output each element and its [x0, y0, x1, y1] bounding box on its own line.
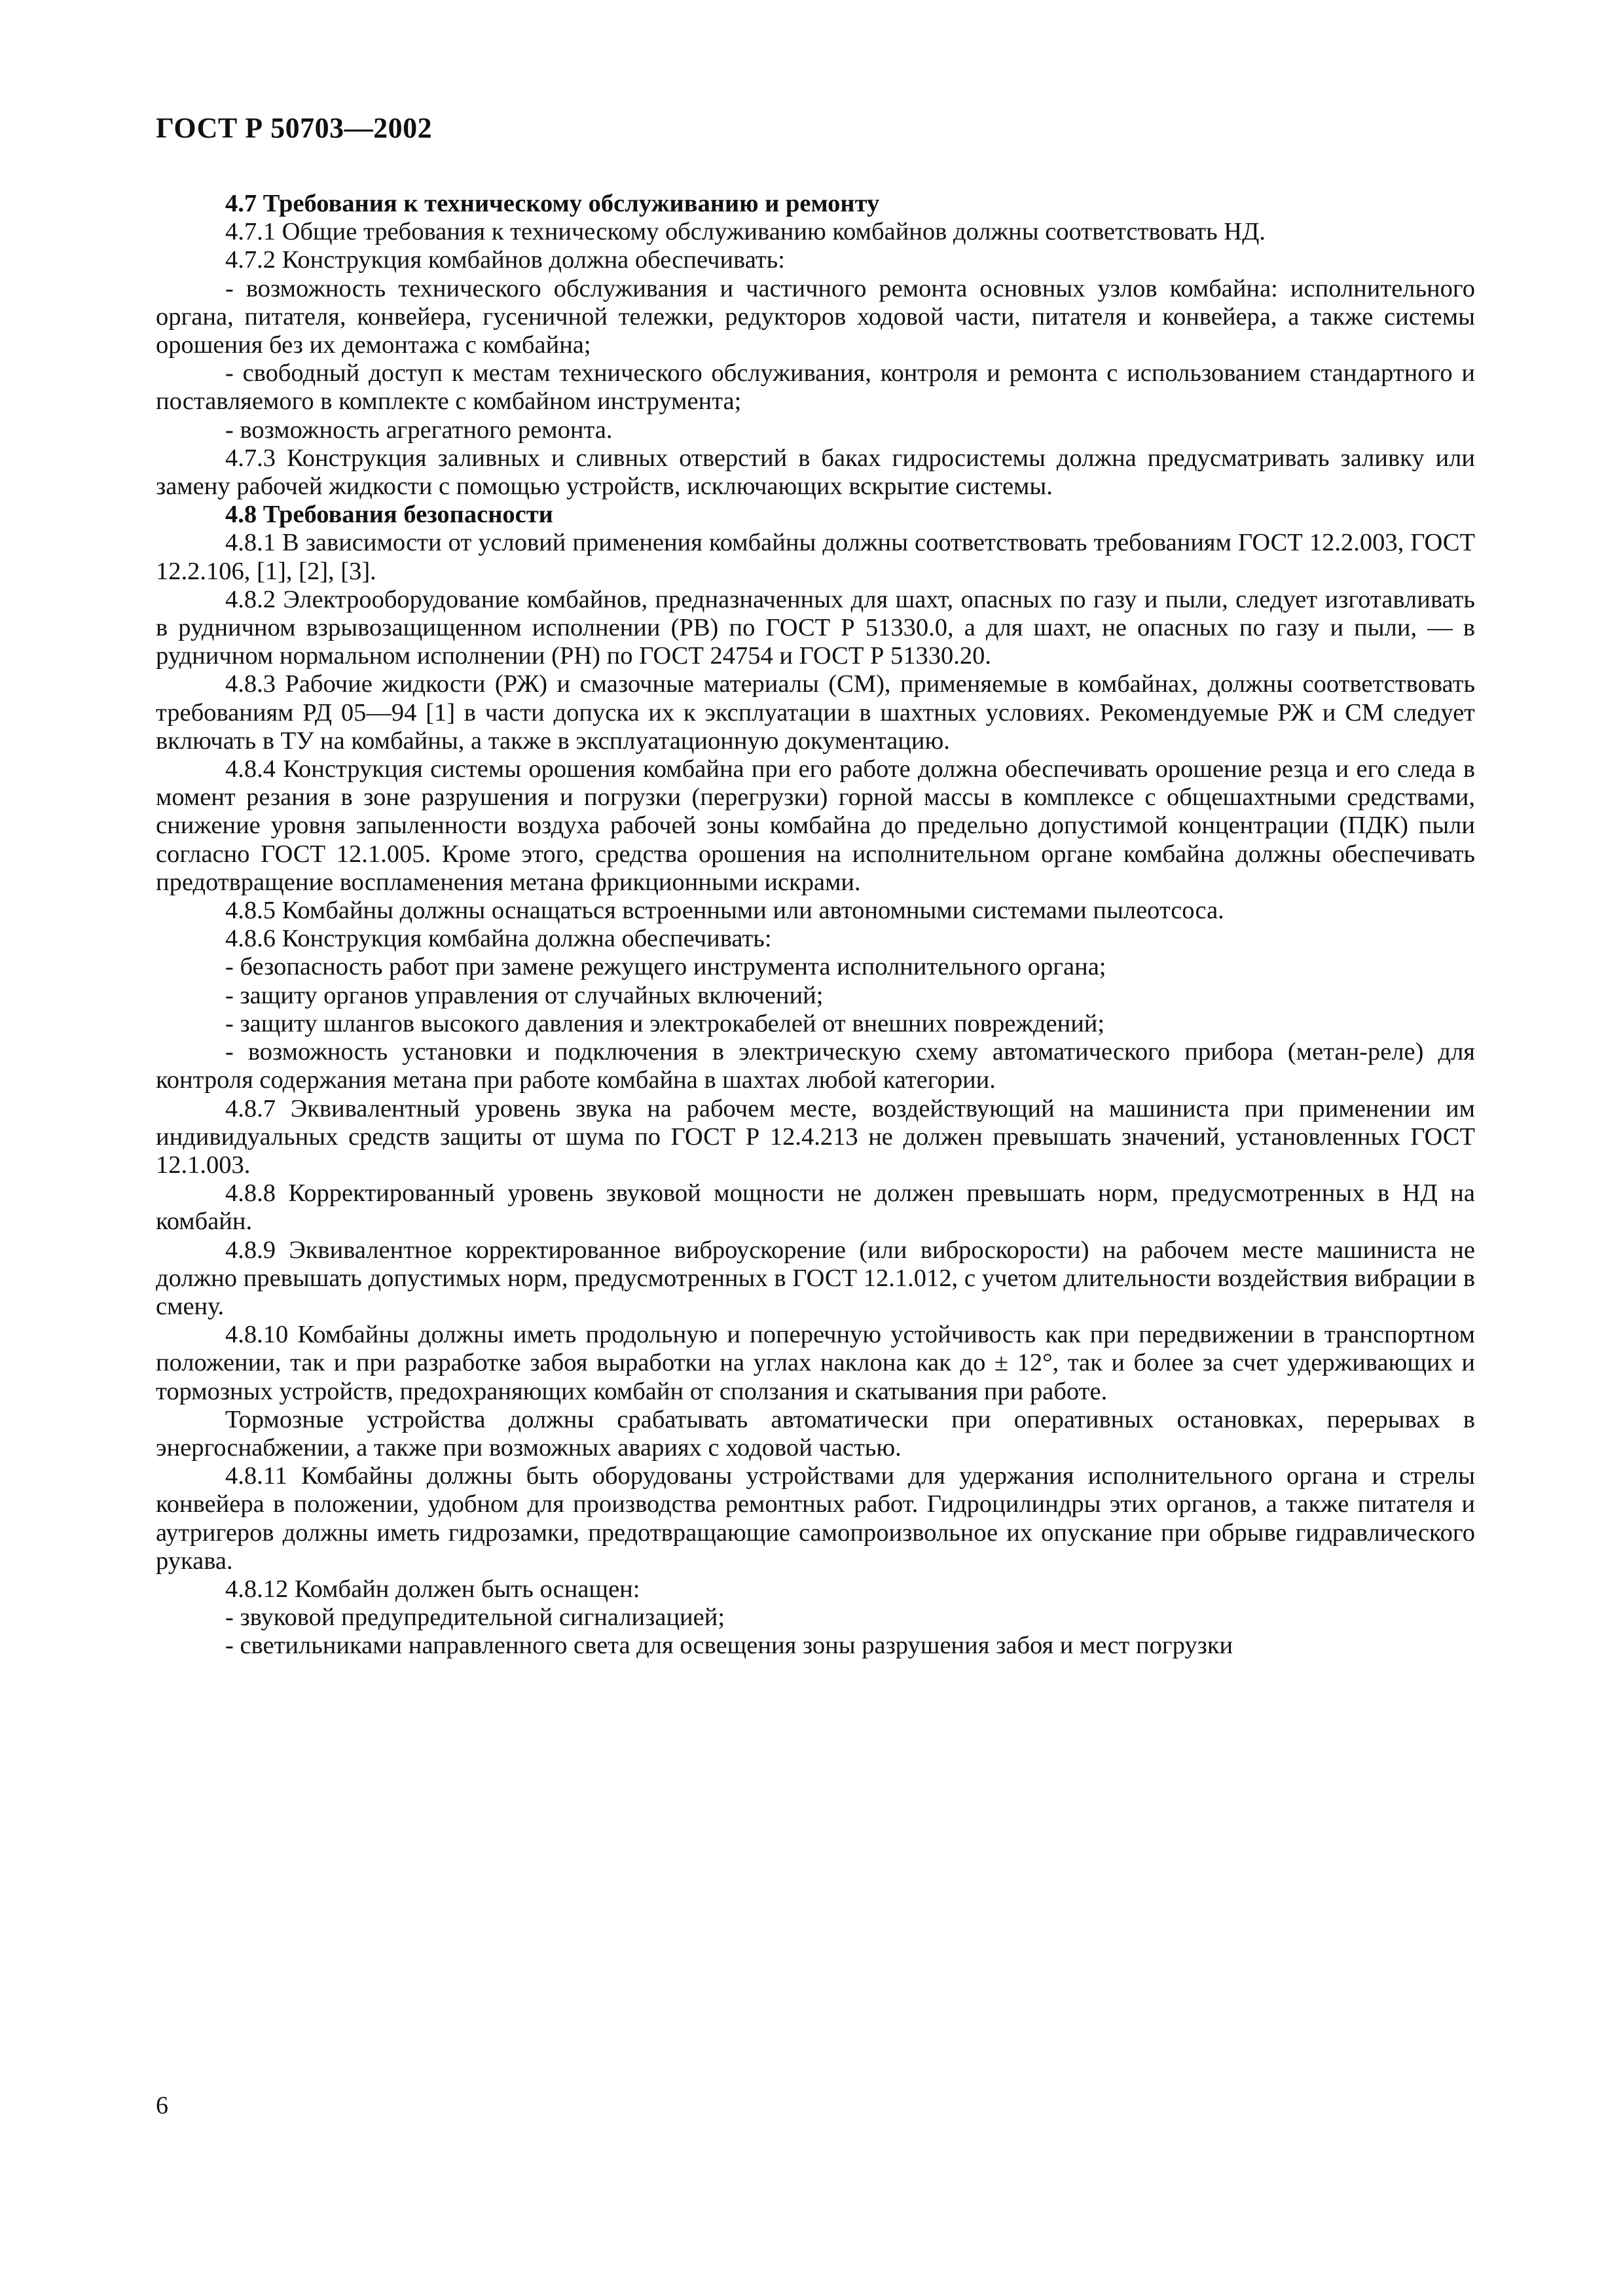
page-number: 6	[156, 2092, 168, 2119]
paragraph: 4.8.2 Электрооборудование комбайнов, предназначенных для шахт, опасных по газу и пыли, следует изготавливать в рудничном взрывозащищенном исполнении (РВ) по ГОСТ Р 51330.0, а для шахт, не опасных по газу и пыли, — в рудничном нормальном исполнении (РН) по ГОСТ 24754 и ГОСТ Р 51330.20.	[156, 585, 1475, 670]
paragraph: 4.7.2 Конструкция комбайнов должна обеспечивать:	[225, 246, 785, 274]
paragraph: 4.8.7 Эквивалентный уровень звука на рабочем месте, воздействующий на машиниста при применении им индивидуальных средств защиты от шума по ГОСТ Р 12.4.213 не должен превышать значений, установленных ГОСТ 12.1.003.	[156, 1094, 1475, 1179]
list-item: - свободный доступ к местам технического обслуживания, контроля и ремонта с использованием стандартного и поставляемого в комплекте с комбайном инструмента;	[156, 359, 1475, 416]
list-item: - безопасность работ при замене режущего инструмента исполнительного органа;	[225, 953, 1106, 981]
paragraph: 4.8.6 Конструкция комбайна должна обеспечивать:	[225, 925, 772, 953]
list-item: - возможность агрегатного ремонта.	[225, 416, 613, 444]
paragraph: 4.8.12 Комбайн должен быть оснащен:	[225, 1575, 640, 1603]
list-item: - звуковой предупредительной сигнализацией;	[225, 1604, 725, 1632]
list-item: - защиту шлангов высокого давления и электрокабелей от внешних повреждений;	[225, 1009, 1105, 1037]
paragraph: 4.8.4 Конструкция системы орошения комбайна при его работе должна обеспечивать орошение резца и его следа в момент резания в зоне разрушения и погрузки (перегрузки) горной массы в комплексе с общешахтными средствами, снижение уровня запыленности воздуха рабочей зоны комбайна до предельно допустимой концентрации (ПДК) пыли согласно ГОСТ 12.1.005. Кроме этого, средства орошения на исполнительном органе комбайна должны обеспечивать предотвращение воспламенения метана фрикционными искрами.	[156, 755, 1475, 896]
paragraph: Тормозные устройства должны срабатывать автоматически при оперативных остановках, перерывах в энергоснабжении, а также при возможных авариях с ходовой частью.	[156, 1405, 1475, 1462]
paragraph: 4.8.3 Рабочие жидкости (РЖ) и смазочные материалы (СМ), применяемые в комбайнах, должны соответствовать требованиям РД 05—94 [1] в части допуска их к эксплуатации в шахтных условиях. Рекомендуемые РЖ и СМ следует включать в ТУ на комбайны, а также в эксплуатационную документацию.	[156, 670, 1475, 755]
list-item: - светильниками направленного света для освещения зоны разрушения забоя и мест погрузки	[225, 1632, 1233, 1660]
list-item: - защиту органов управления от случайных включений;	[225, 981, 824, 1009]
paragraph: 4.8.10 Комбайны должны иметь продольную и поперечную устойчивость как при передвижении в транспортном положении, так и при разработке забоя выработки на углах наклона как до ± 12°, так и более за счет удерживающих и тормозных устройств, предохраняющих комбайн от сползания и скатывания при работе.	[156, 1321, 1475, 1405]
paragraph: 4.8.11 Комбайны должны быть оборудованы устройствами для удержания исполнительного органа и стрелы конвейера в положении, удобном для производства ремонтных работ. Гидроцилиндры этих органов, а также питателя и аутригеров должны иметь гидрозамки, предотвращающие самопроизвольное их опускание при обрыве гидравлического рукава.	[156, 1462, 1475, 1575]
paragraph: 4.8.8 Корректированный уровень звуковой мощности не должен превышать норм, предусмотренных в НД на комбайн.	[156, 1179, 1475, 1236]
paragraph: 4.8.9 Эквивалентное корректированное виброускорение (или виброскорости) на рабочем месте машиниста не должно превышать допустимых норм, предусмотренных в ГОСТ 12.1.012, с учетом длительности воздействия вибрации в смену.	[156, 1236, 1475, 1320]
document-header: ГОСТ Р 50703—2002	[156, 112, 433, 144]
section-heading: 4.8 Требования безопасности	[225, 501, 553, 529]
list-item: - возможность технического обслуживания и частичного ремонта основных узлов комбайна: исполнительного органа, питателя, конвейера, гусеничной тележки, редукторов ходовой части, питателя и конвейера, а также системы орошения без их демонтажа с комбайна;	[156, 274, 1475, 359]
paragraph: 4.7.1 Общие требования к техническому обслуживанию комбайнов должны соответствовать НД.	[225, 218, 1266, 246]
list-item: - возможность установки и подключения в электрическую схему автоматического прибора (метан-реле) для контроля содержания метана при работе комбайна в шахтах любой категории.	[156, 1038, 1475, 1094]
paragraph: 4.8.5 Комбайны должны оснащаться встроенными или автономными системами пылеотсоса.	[225, 897, 1224, 925]
section-heading: 4.7 Требования к техническому обслуживанию и ремонту	[225, 190, 880, 217]
paragraph: 4.7.3 Конструкция заливных и сливных отверстий в баках гидросистемы должна предусматривать заливку или замену рабочей жидкости с помощью устройств, исключающих вскрытие системы.	[156, 444, 1475, 501]
paragraph: 4.8.1 В зависимости от условий применения комбайны должны соответствовать требованиям ГОСТ 12.2.003, ГОСТ 12.2.106, [1], [2], [3].	[156, 529, 1475, 585]
document-body	[156, 190, 1475, 1660]
